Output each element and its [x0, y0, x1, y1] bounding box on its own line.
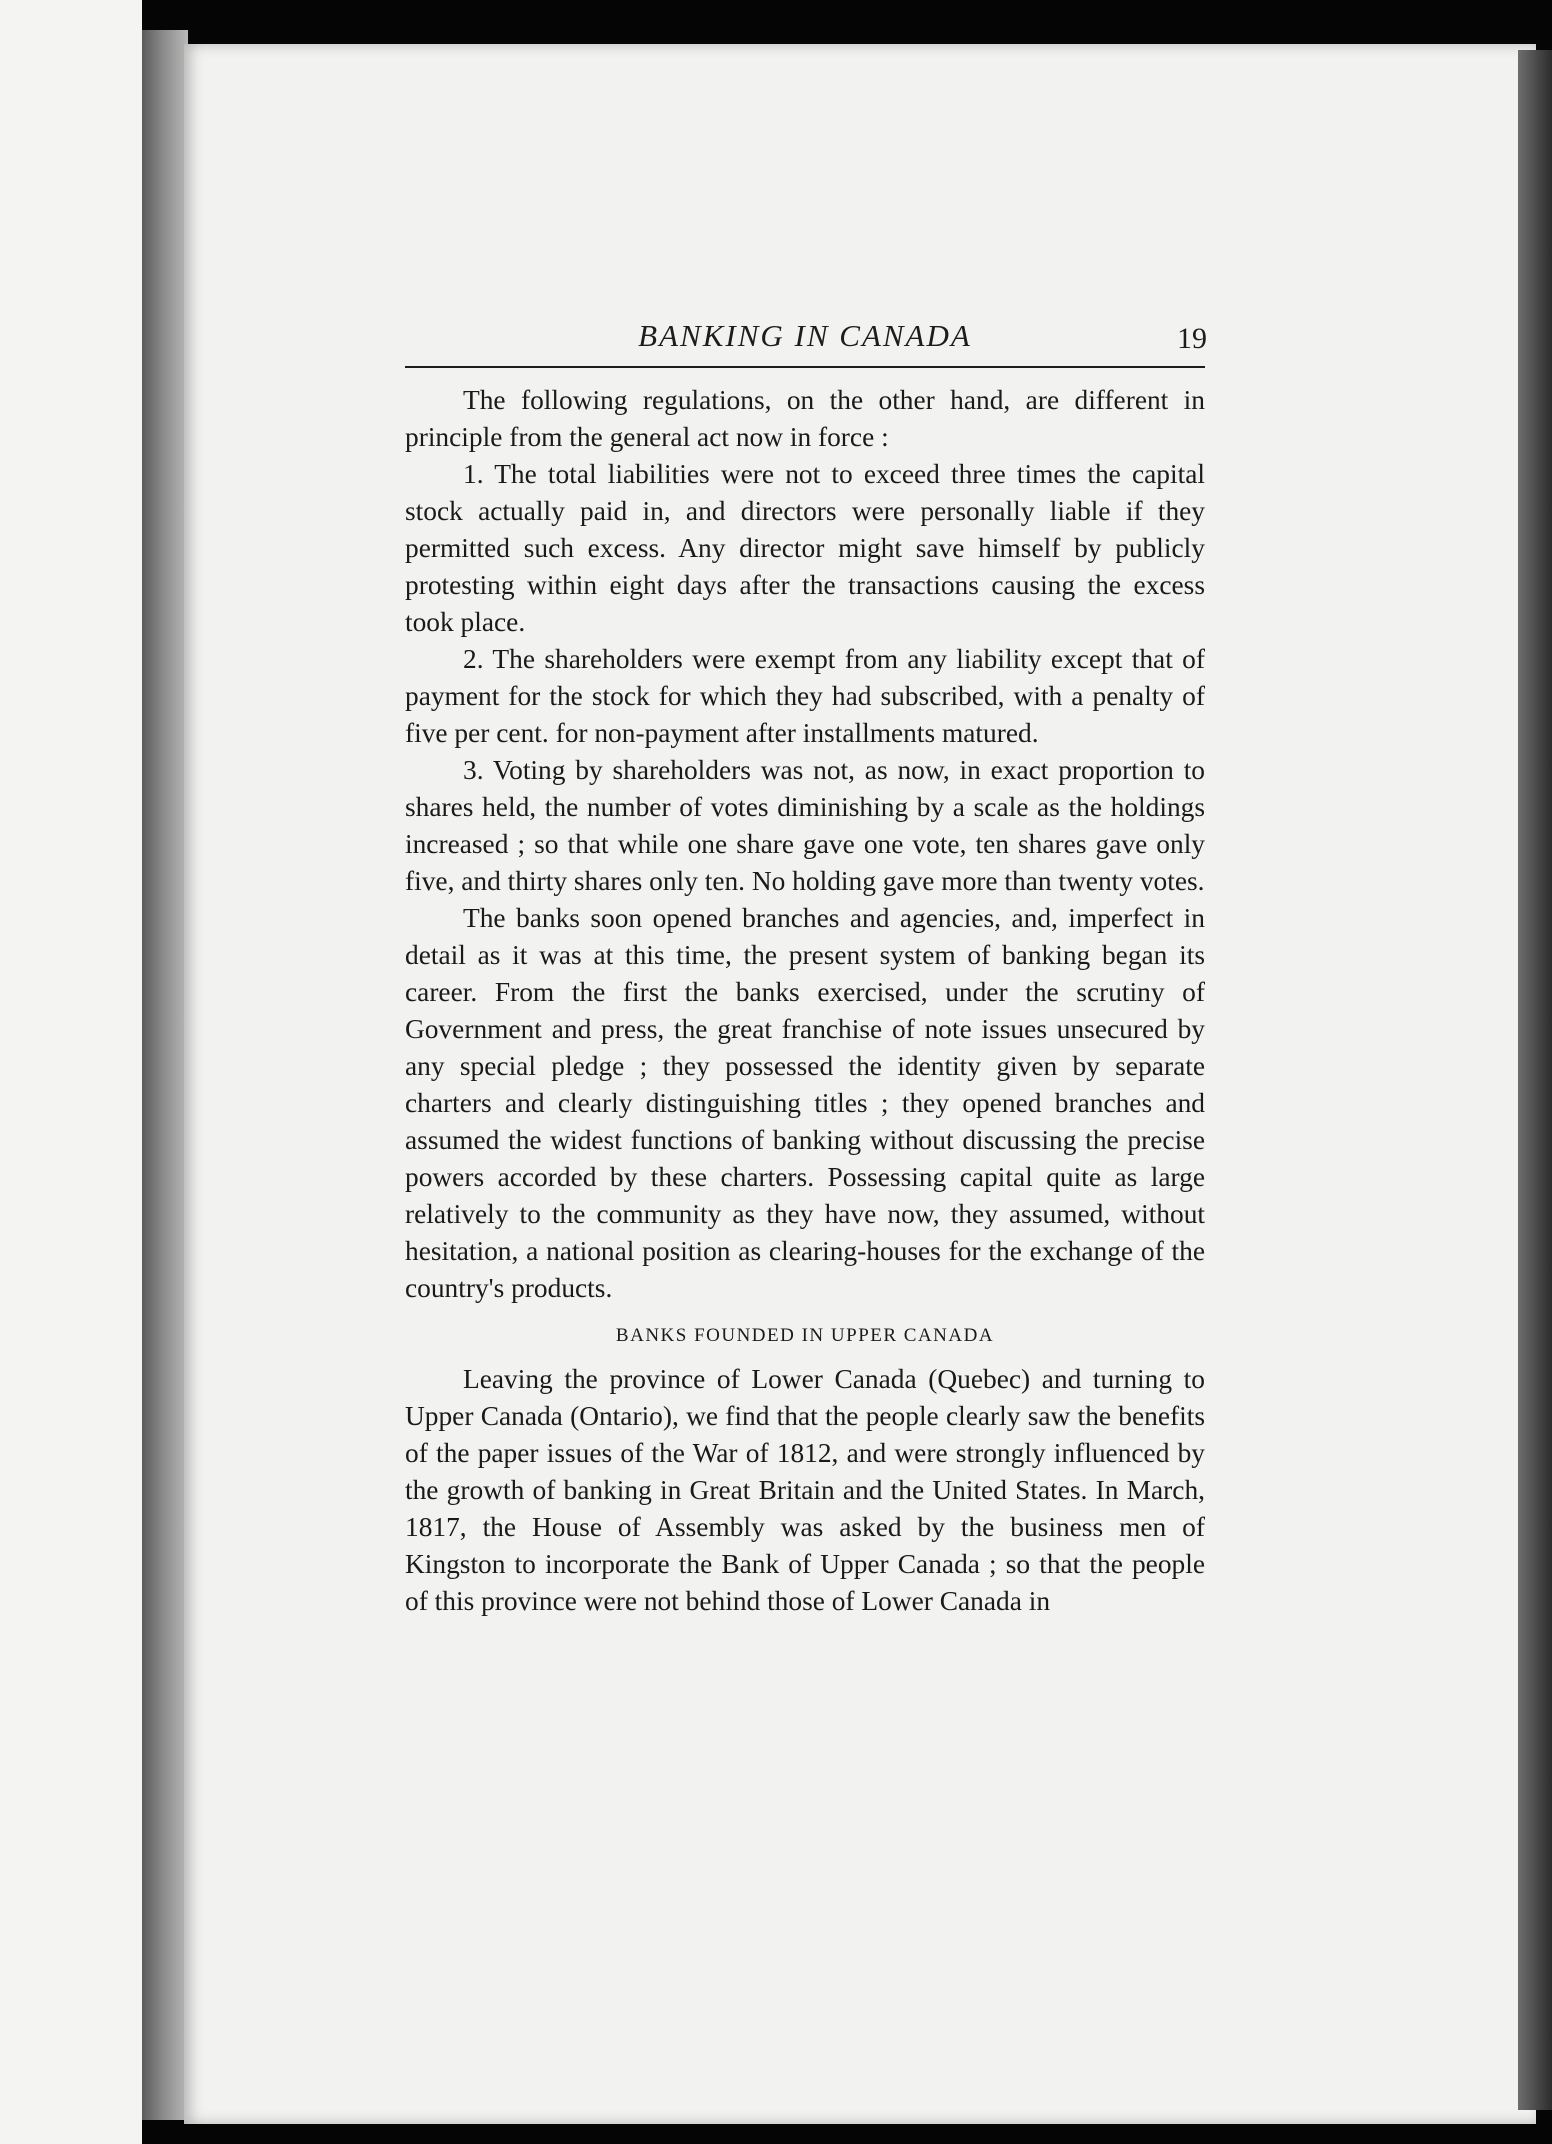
section-heading: BANKS FOUNDED IN UPPER CANADA: [615, 1325, 995, 1346]
facing-page-edge: [0, 0, 142, 2144]
book-gutter: [142, 30, 188, 2120]
paragraph-intro: The following regulations, on the other hand, are different in principle from the general act now in force :: [405, 385, 1205, 452]
page-content: [405, 318, 1205, 1620]
paragraph-upper-canada: Leaving the province of Lower Canada (Quebec) and turning to Upper Canada (Ontario), we find that the people clearly saw the benefits of the paper issues of the War of 1812, and were strongly influenced by the growth of banking in Great Britain and the United States. In March, 1817, the House of Assembly was asked by the business men of Kingston to incorporate the Bank of Upper Canada ; so that the people of this province were not behind those of Lower Canada in: [405, 1364, 1205, 1616]
page-stack-edge: [1518, 50, 1552, 2110]
paragraph-regulation-3: 3. Voting by shareholders was not, as now, in exact proportion to shares held, the number of votes diminishing by a scale as the holdings increased ; so that while one share gave one vote, ten shares gave only five, and thirty shares only ten. No holding gave more than twenty votes.: [405, 755, 1205, 896]
paragraph-regulation-1: 1. The total liabilities were not to exceed three times the capital stock actually paid in, and directors were personally liable if they permitted such excess. Any director might save himself by publicly protesting within eight days after the transactions causing the excess took place.: [405, 459, 1205, 637]
running-title: BANKING IN CANADA: [638, 318, 972, 353]
running-header: [405, 318, 1205, 368]
paragraph-banks-branches: The banks soon opened branches and agencies, and, imperfect in detail as it was at this time, the present system of banking began its career. From the first the banks exercised, under the scrutiny of Government and press, the great franchise of note issues unsecured by any special pledge ; they possessed the identity given by separate charters and clearly distinguishing titles ; they opened branches and assumed the widest functions of banking without discussing the precise powers accorded by these charters. Possessing capital quite as large relatively to the community as they have now, they assumed, without hesitation, a national position as clearing-houses for the exchange of the country's products.: [405, 903, 1205, 1303]
page-number: 19: [1177, 322, 1207, 355]
paragraph-regulation-2: 2. The shareholders were exempt from any liability except that of payment for the stock for which they had subscribed, with a penalty of five per cent. for non-payment after installments matured.: [405, 644, 1205, 748]
